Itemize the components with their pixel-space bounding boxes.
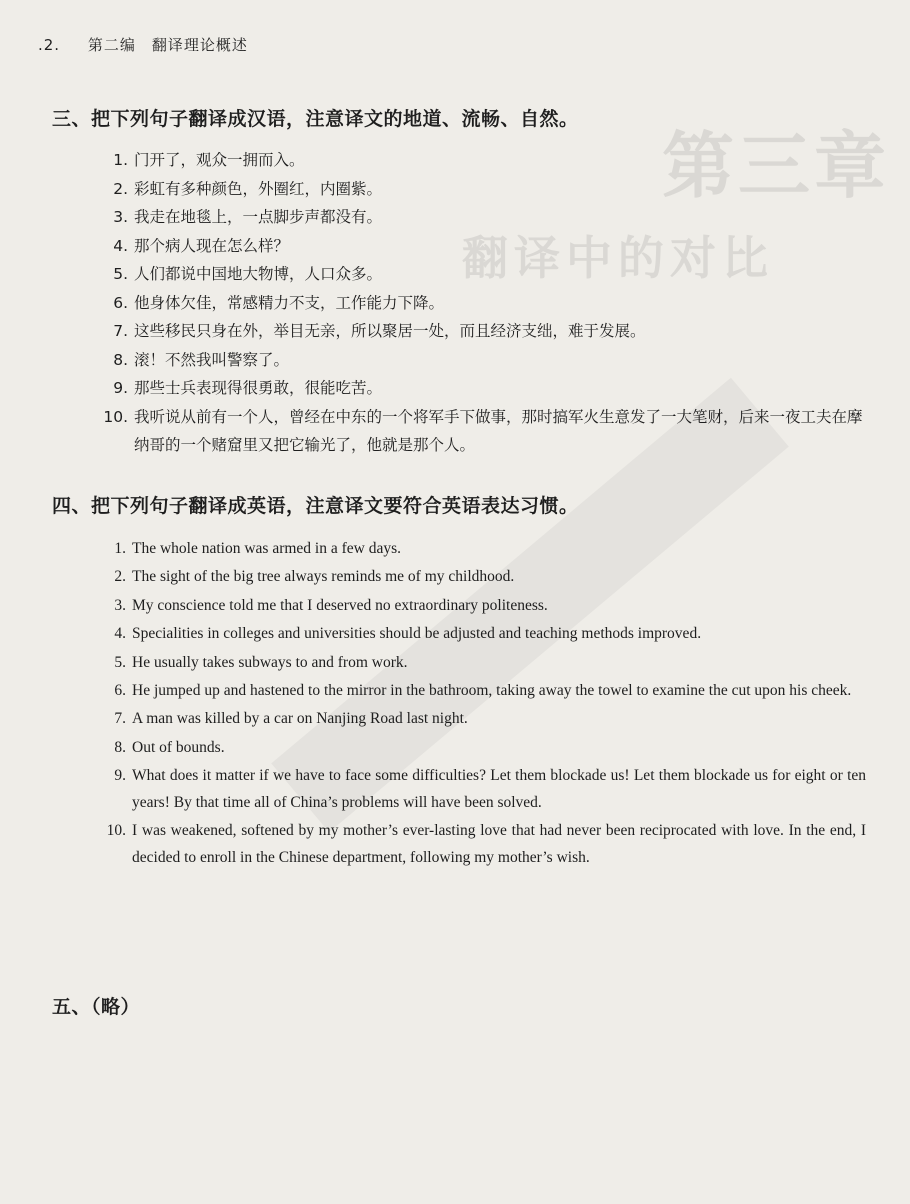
item-text: He usually takes subways to and from work.: [132, 653, 408, 671]
bleed-chapter-heading: 第三章: [662, 124, 891, 208]
list-item: [100, 564, 866, 591]
list-item: [100, 706, 866, 733]
item-number: 9.: [114, 767, 126, 785]
section-4-title: 四、把下列句子翻译成英语，注意译文要符合英语表达习惯。: [52, 495, 579, 517]
item-text: 那些士兵表现得很勇敢，很能吃苦。: [134, 379, 383, 397]
item-number: 1.: [113, 151, 128, 169]
item-number: 7.: [114, 710, 126, 728]
item-text: 滚！不然我叫警察了。: [134, 350, 290, 369]
list-item: [100, 593, 866, 620]
item-text: 我走在地毯上，一点脚步声都没有。: [134, 208, 383, 226]
list-item: [100, 763, 866, 816]
item-number: 3.: [113, 208, 128, 226]
item-text: A man was killed by a car on Nanjing Road last night.: [132, 710, 468, 728]
item-number: 2.: [114, 568, 126, 586]
item-text: The whole nation was armed in a few days.: [132, 540, 402, 557]
list-item: [102, 203, 872, 232]
item-number: 9.: [113, 379, 128, 397]
item-text: 人们都说中国地大物博，人口众多。: [134, 265, 383, 283]
item-number: 6.: [113, 293, 128, 312]
item-number: 8.: [114, 738, 126, 756]
item-number: 7.: [113, 322, 128, 340]
item-number: 6.: [114, 681, 126, 699]
section-4-list: [100, 536, 866, 871]
item-number: 8.: [113, 350, 128, 369]
item-text: What does it matter if we have to face some difficulties? Let them blockade us! Let them blockade us for eight or ten years! By that time all of China’s problems will have been solved.: [132, 767, 866, 811]
item-text: 我听说从前有一个人，曾经在中东的一个将军手下做事，那时搞军火生意发了一大笔财，后来一夜工夫在摩纳哥的一个赌窟里又把它输光了，他就是那个人。: [134, 407, 863, 454]
item-text: He jumped up and hastened to the mirror in the bathroom, taking away the towel to examine the cut upon his cheek.: [132, 681, 852, 699]
list-item: [100, 536, 866, 563]
item-number: 5.: [114, 653, 126, 671]
list-item: [100, 650, 866, 677]
item-number: 4.: [113, 236, 128, 255]
list-item: [100, 621, 866, 648]
item-number: 10.: [103, 407, 128, 426]
item-number: 5.: [113, 265, 128, 283]
list-item: [102, 374, 872, 403]
running-head-title: 第二编 翻译理论概述: [87, 36, 248, 54]
section-3-title: 三、把下列句子翻译成汉语，注意译文的地道、流畅、自然。: [52, 108, 579, 130]
list-item: [100, 678, 866, 705]
list-item: [102, 403, 872, 460]
list-item: [100, 818, 866, 871]
list-item: [102, 289, 872, 318]
item-text: Out of bounds.: [132, 738, 225, 756]
item-number: 1.: [114, 540, 126, 557]
item-text: 那个病人现在怎么样？: [134, 236, 290, 255]
section-5-title: 五、（略）: [52, 996, 141, 1018]
list-item: [102, 232, 872, 261]
item-text: 门开了，观众一拥而入。: [134, 151, 305, 169]
item-number: 2.: [113, 179, 128, 198]
item-number: 4.: [114, 625, 126, 643]
list-item: [100, 735, 866, 762]
list-item: [102, 146, 872, 175]
item-number: 3.: [114, 596, 126, 614]
list-item: [102, 175, 872, 204]
list-item: [102, 317, 872, 346]
item-text: Specialities in colleges and universities should be adjusted and teaching methods improved.: [132, 625, 702, 643]
bleed-chapter-subtitle: 翻译中的对比: [462, 231, 774, 285]
page-number: .2.: [38, 36, 61, 54]
running-head: [38, 34, 248, 55]
item-text: The sight of the big tree always reminds me of my childhood.: [132, 568, 515, 586]
section-3-list: [102, 146, 872, 460]
list-item: [102, 346, 872, 375]
item-text: I was weakened, softened by my mother’s ever-lasting love that had never been reciprocated with love. In the end, I decided to enroll in the Chinese department, following my mother’s wish.: [132, 822, 866, 866]
item-text: 他身体欠佳，常感精力不支，工作能力下降。: [134, 293, 445, 312]
item-text: 这些移民只身在外，举目无亲，所以聚居一处，而且经济支绌，难于发展。: [134, 322, 646, 340]
item-text: My conscience told me that I deserved no extraordinary politeness.: [132, 596, 548, 614]
list-item: [102, 260, 872, 289]
item-text: 彩虹有多种颜色，外圈红，内圈紫。: [134, 179, 383, 198]
item-number: 10.: [106, 822, 126, 840]
